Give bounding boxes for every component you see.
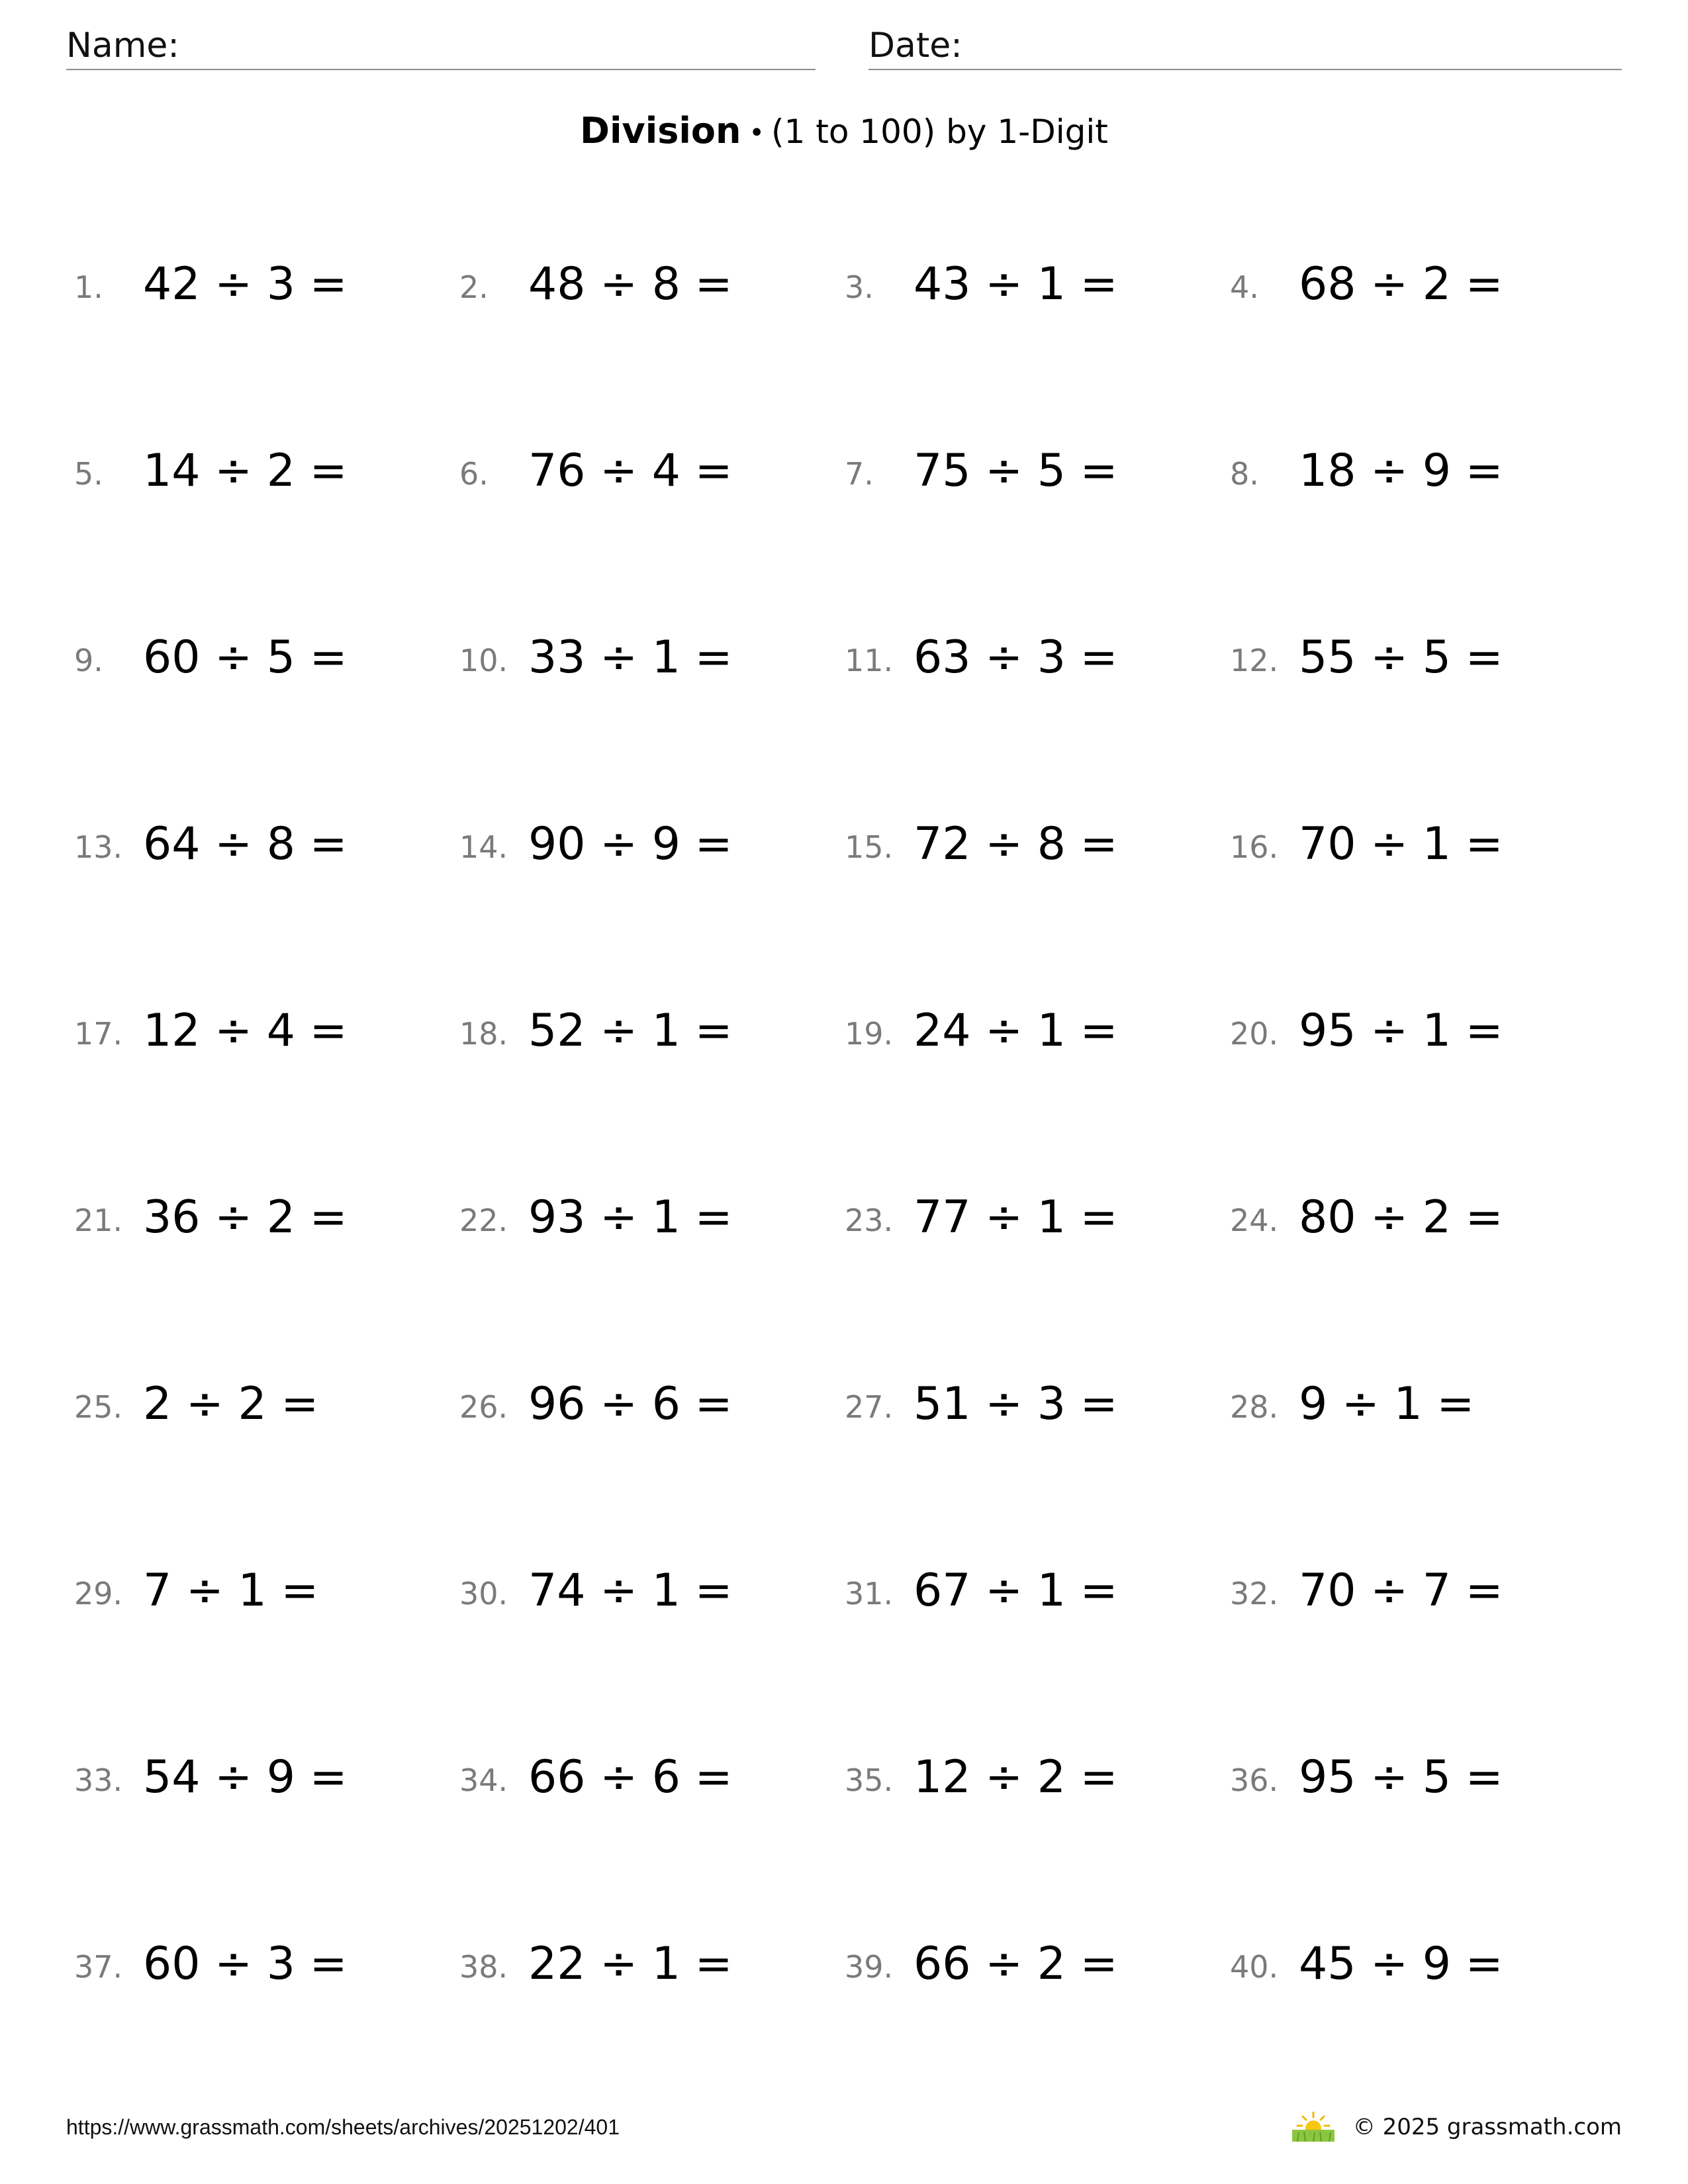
title-subtitle: (1 to 100) by 1-Digit bbox=[771, 113, 1108, 151]
problem-number: 26. bbox=[459, 1389, 508, 1425]
problem-number: 1. bbox=[74, 269, 103, 305]
problem-item bbox=[74, 1551, 458, 1624]
problem-item bbox=[845, 1365, 1229, 1437]
problem-item bbox=[74, 1365, 458, 1437]
problem-expression: 66 ÷ 6 = bbox=[528, 1751, 733, 1803]
problem-number: 38. bbox=[459, 1949, 508, 1985]
title-main: Division bbox=[580, 110, 741, 152]
problem-expression: 2 ÷ 2 = bbox=[143, 1378, 319, 1430]
problem-expression: 33 ÷ 1 = bbox=[528, 631, 733, 684]
problem-expression: 42 ÷ 3 = bbox=[143, 258, 348, 310]
problem-item bbox=[1230, 1551, 1614, 1624]
problem-number: 2. bbox=[459, 269, 489, 305]
problem-number: 22. bbox=[459, 1203, 508, 1238]
problem-item bbox=[74, 991, 458, 1064]
problem-item bbox=[459, 245, 843, 318]
problem-number: 21. bbox=[74, 1203, 123, 1238]
problem-number: 30. bbox=[459, 1576, 508, 1612]
problem-number: 33. bbox=[74, 1762, 123, 1798]
problem-expression: 74 ÷ 1 = bbox=[528, 1565, 733, 1617]
problem-number: 20. bbox=[1230, 1016, 1279, 1052]
problem-expression: 96 ÷ 6 = bbox=[528, 1378, 733, 1430]
problem-expression: 64 ÷ 8 = bbox=[143, 818, 348, 870]
problem-item bbox=[74, 1738, 458, 1811]
problem-expression: 63 ÷ 3 = bbox=[914, 631, 1118, 684]
problem-expression: 77 ÷ 1 = bbox=[914, 1191, 1118, 1244]
problem-number: 7. bbox=[845, 456, 874, 492]
problem-item bbox=[845, 1551, 1229, 1624]
problem-number: 18. bbox=[459, 1016, 508, 1052]
problem-number: 3. bbox=[845, 269, 874, 305]
date-field[interactable] bbox=[868, 23, 1622, 70]
problem-item bbox=[845, 1925, 1229, 1997]
problem-expression: 60 ÷ 3 = bbox=[143, 1938, 348, 1990]
problem-expression: 95 ÷ 1 = bbox=[1299, 1005, 1503, 1057]
problem-item bbox=[74, 618, 458, 691]
problem-item bbox=[459, 1738, 843, 1811]
problem-number: 25. bbox=[74, 1389, 123, 1425]
problem-expression: 54 ÷ 9 = bbox=[143, 1751, 348, 1803]
problem-item bbox=[1230, 432, 1614, 504]
date-label: Date: bbox=[868, 26, 962, 66]
problem-number: 34. bbox=[459, 1762, 508, 1798]
problem-item bbox=[459, 805, 843, 878]
problem-number: 35. bbox=[845, 1762, 894, 1798]
problem-item bbox=[845, 618, 1229, 691]
problem-item bbox=[845, 1738, 1229, 1811]
problem-item bbox=[74, 805, 458, 878]
problem-item bbox=[845, 245, 1229, 318]
problem-item bbox=[74, 432, 458, 504]
problem-number: 39. bbox=[845, 1949, 894, 1985]
problem-item bbox=[74, 245, 458, 318]
problem-expression: 12 ÷ 4 = bbox=[143, 1005, 348, 1057]
problem-expression: 52 ÷ 1 = bbox=[528, 1005, 733, 1057]
problem-number: 31. bbox=[845, 1576, 894, 1612]
problem-item bbox=[1230, 1738, 1614, 1811]
problem-expression: 51 ÷ 3 = bbox=[914, 1378, 1118, 1430]
problem-item bbox=[459, 1365, 843, 1437]
problem-item bbox=[74, 1925, 458, 1997]
problem-number: 13. bbox=[74, 829, 123, 865]
problem-expression: 90 ÷ 9 = bbox=[528, 818, 733, 870]
grass-sun-logo-icon bbox=[1289, 2111, 1337, 2143]
problem-expression: 9 ÷ 1 = bbox=[1299, 1378, 1475, 1430]
problem-expression: 67 ÷ 1 = bbox=[914, 1565, 1118, 1617]
problem-number: 24. bbox=[1230, 1203, 1279, 1238]
problem-number: 19. bbox=[845, 1016, 894, 1052]
problem-expression: 18 ÷ 9 = bbox=[1299, 445, 1503, 497]
problem-number: 5. bbox=[74, 456, 103, 492]
problem-number: 4. bbox=[1230, 269, 1259, 305]
problem-item bbox=[74, 1178, 458, 1251]
problem-item bbox=[459, 432, 843, 504]
problem-item bbox=[845, 1178, 1229, 1251]
problem-expression: 7 ÷ 1 = bbox=[143, 1565, 319, 1617]
problem-item bbox=[1230, 805, 1614, 878]
problem-number: 32. bbox=[1230, 1576, 1279, 1612]
problem-item bbox=[459, 991, 843, 1064]
problem-number: 40. bbox=[1230, 1949, 1279, 1985]
footer-url: https://www.grassmath.com/sheets/archives/20251202/401 bbox=[66, 2115, 620, 2139]
problem-number: 23. bbox=[845, 1203, 894, 1238]
problem-item bbox=[1230, 1178, 1614, 1251]
problem-number: 37. bbox=[74, 1949, 123, 1985]
problem-expression: 93 ÷ 1 = bbox=[528, 1191, 733, 1244]
problem-expression: 72 ÷ 8 = bbox=[914, 818, 1118, 870]
problem-expression: 36 ÷ 2 = bbox=[143, 1191, 348, 1244]
problem-number: 28. bbox=[1230, 1389, 1279, 1425]
problem-number: 36. bbox=[1230, 1762, 1279, 1798]
problem-item bbox=[845, 432, 1229, 504]
problem-number: 27. bbox=[845, 1389, 894, 1425]
problem-item bbox=[1230, 991, 1614, 1064]
problem-expression: 68 ÷ 2 = bbox=[1299, 258, 1503, 310]
problem-item bbox=[1230, 1925, 1614, 1997]
name-field[interactable] bbox=[66, 23, 816, 70]
problem-expression: 22 ÷ 1 = bbox=[528, 1938, 733, 1990]
problem-number: 17. bbox=[74, 1016, 123, 1052]
title-separator: • bbox=[749, 118, 765, 149]
problem-number: 8. bbox=[1230, 456, 1259, 492]
problem-expression: 70 ÷ 1 = bbox=[1299, 818, 1503, 870]
problem-item bbox=[459, 1551, 843, 1624]
problem-expression: 66 ÷ 2 = bbox=[914, 1938, 1118, 1990]
problem-expression: 95 ÷ 5 = bbox=[1299, 1751, 1503, 1803]
problem-expression: 70 ÷ 7 = bbox=[1299, 1565, 1503, 1617]
problem-item bbox=[459, 1925, 843, 1997]
problem-number: 10. bbox=[459, 643, 508, 678]
problem-expression: 43 ÷ 1 = bbox=[914, 258, 1118, 310]
problem-expression: 48 ÷ 8 = bbox=[528, 258, 733, 310]
problem-item bbox=[459, 1178, 843, 1251]
problem-item bbox=[459, 618, 843, 691]
problem-expression: 24 ÷ 1 = bbox=[914, 1005, 1118, 1057]
problem-number: 9. bbox=[74, 643, 103, 678]
footer-brand bbox=[1289, 2109, 1622, 2146]
problem-grid bbox=[74, 245, 1623, 2131]
worksheet-title bbox=[0, 105, 1688, 159]
problem-item bbox=[845, 991, 1229, 1064]
problem-number: 6. bbox=[459, 456, 489, 492]
problem-expression: 80 ÷ 2 = bbox=[1299, 1191, 1503, 1244]
name-label: Name: bbox=[66, 26, 179, 66]
copyright-text: © 2025 grassmath.com bbox=[1352, 2114, 1622, 2140]
problem-expression: 45 ÷ 9 = bbox=[1299, 1938, 1503, 1990]
problem-expression: 55 ÷ 5 = bbox=[1299, 631, 1503, 684]
problem-number: 12. bbox=[1230, 643, 1279, 678]
problem-expression: 75 ÷ 5 = bbox=[914, 445, 1118, 497]
problem-expression: 76 ÷ 4 = bbox=[528, 445, 733, 497]
problem-expression: 14 ÷ 2 = bbox=[143, 445, 348, 497]
problem-item bbox=[1230, 245, 1614, 318]
problem-number: 15. bbox=[845, 829, 894, 865]
problem-expression: 60 ÷ 5 = bbox=[143, 631, 348, 684]
problem-number: 11. bbox=[845, 643, 894, 678]
problem-number: 14. bbox=[459, 829, 508, 865]
problem-number: 29. bbox=[74, 1576, 123, 1612]
problem-number: 16. bbox=[1230, 829, 1279, 865]
problem-expression: 12 ÷ 2 = bbox=[914, 1751, 1118, 1803]
problem-item bbox=[845, 805, 1229, 878]
problem-item bbox=[1230, 618, 1614, 691]
problem-item bbox=[1230, 1365, 1614, 1437]
